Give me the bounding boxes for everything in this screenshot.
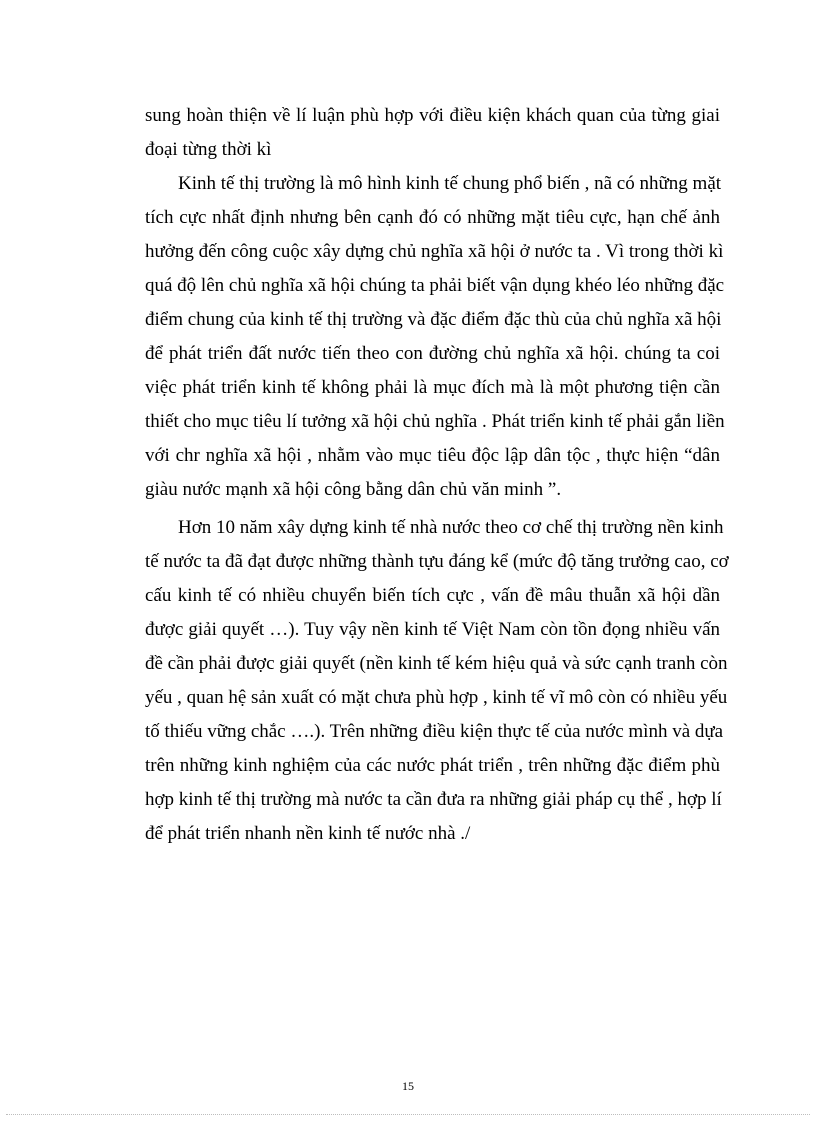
paragraph-2-line-4: quá độ lên chủ nghĩa xã hội chúng ta phải biết vận dụng khéo léo những đặc [145,275,725,296]
page-number: 15 [402,1079,414,1093]
paragraph-3-line-4: được giải quyết …). Tuy vậy nền kinh tế Việt Nam còn tồn đọng nhiều vấn [145,619,720,640]
paragraph-2-line-9: với chr nghĩa xã hội , nhằm vào mục tiêu độc lập dân tộc , thực hiện “dân [145,445,720,466]
paragraph-1-line-2: đoại từng thời kì [145,139,272,160]
paragraph-3-line-5: đề cần phải được giải quyết (nền kinh tế kém hiệu quả và sức cạnh tranh còn [145,653,728,674]
paragraph-2-line-6: để phát triển đất nước tiến theo con đường chủ nghĩa xã hội. chúng ta coi [145,343,720,364]
paragraph-3-line-8: trên những kinh nghiệm của các nước phát triển , trên những đặc điểm phù [145,755,720,776]
paragraph-3-line-6: yếu , quan hệ sản xuất có mặt chưa phù hợp , kinh tế vĩ mô còn có nhiều yếu [145,687,728,708]
paragraph-2-line-10: giàu nước mạnh xã hội công bằng dân chủ văn minh ”. [145,479,562,500]
paragraph-3-line-3: cấu kinh tế có nhiều chuyển biến tích cực , vấn đề mâu thuẫn xã hội dần [145,585,720,606]
paragraph-3-line-1: Hơn 10 năm xây dựng kinh tế nhà nước theo cơ chế thị trường nền kinh [178,517,724,538]
paragraph-2-line-1: Kinh tế thị trường là mô hình kinh tế chung phổ biến , nã có những mặt [178,173,722,194]
paragraph-3-line-9: hợp kinh tế thị trường mà nước ta cần đưa ra những giải pháp cụ thể , hợp lí [145,789,722,810]
paragraph-1-line-1: sung hoàn thiện về lí luận phù hợp với điều kiện khách quan của từng giai [145,105,720,126]
paragraph-2-line-3: hưởng đến công cuộc xây dựng chủ nghĩa xã hội ở nước ta . Vì trong thời kì [145,241,724,262]
paragraph-2-line-2: tích cực nhất định nhưng bên cạnh đó có những mặt tiêu cực, hạn chế ảnh [145,207,720,228]
paragraph-3-line-2: tế nước ta đã đạt được những thành tựu đáng kể (mức độ tăng trưởng cao, cơ [145,551,729,572]
paragraph-2-line-7: việc phát triển kinh tế không phải là mục đích mà là một phương tiện cần [145,377,720,398]
footer-divider [6,1114,810,1115]
paragraph-3-line-10: để phát triển nhanh nền kinh tế nước nhà ./ [145,823,471,844]
paragraph-3-line-7: tố thiếu vững chắc ….). Trên những điều kiện thực tế của nước mình và dựa [145,721,724,742]
paragraph-2-line-5: điểm chung của kinh tế thị trường và đặc điểm đặc thù của chủ nghĩa xã hội [145,309,722,330]
paragraph-2-line-8: thiết cho mục tiêu lí tưởng xã hội chủ nghĩa . Phát triển kinh tế phải gắn liền [145,411,725,432]
